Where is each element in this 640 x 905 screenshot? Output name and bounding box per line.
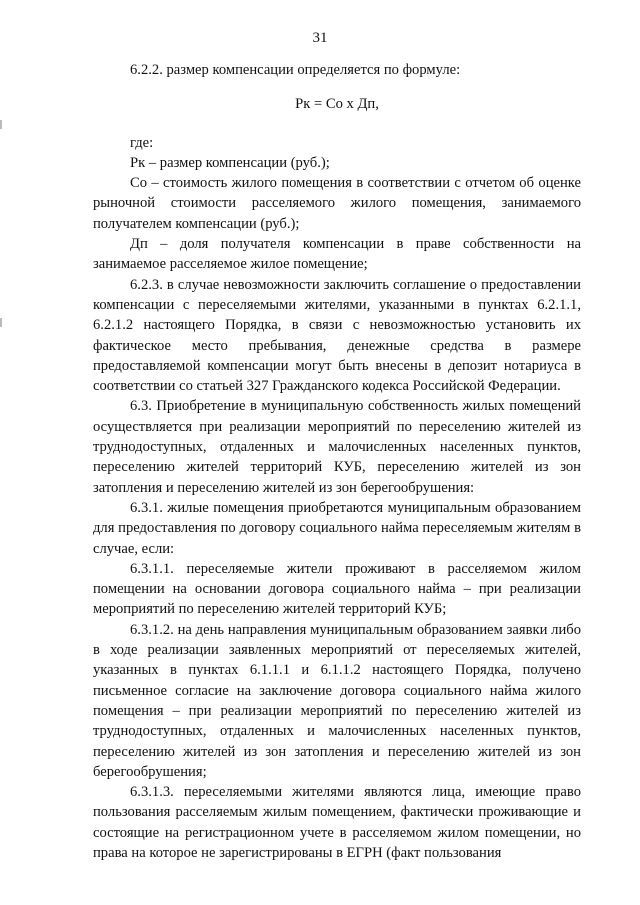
paragraph: где: [130, 134, 154, 151]
paragraph: 6.3.1.2. на день направления муниципальным образованием заявки либо в ходе реализации заявленных мероприятий от переселяемых жителей, указанных в пунктах 6.1.1.1 и 6.1.1.2 настоящего Порядка, получено письменное согласие на заключение договора социального найма жилого помещения – при реализации мероприятий по переселению жителей из труднодоступных, отдаленных и малочисленных населенных пунктов, переселению жителей из зон затопления и переселению жителей из зон берегообрушения; [93, 621, 581, 780]
paragraph: Рк – размер компенсации (руб.); [130, 154, 330, 171]
document-body [93, 60, 581, 863]
formula: Рк = Со х Дп, [295, 96, 379, 113]
paragraph: 6.2.2. размер компенсации определяется по формуле: [130, 62, 461, 78]
paragraph: 6.3. Приобретение в муниципальную собственность жилых помещений осуществляется при реализации мероприятий по переселению жителей из труднодоступных, отдаленных и малочисленных населенных пунктов, переселению жителей территорий КУБ, переселению жителей из зон затопления и переселению жителей из зон берегообрушения: [93, 398, 581, 496]
paragraph: 6.3.1.1. переселяемые жители проживают в расселяемом жилом помещении на основании договора социального найма – при реализации мероприятий по переселению жителей территорий КУБ; [93, 560, 581, 618]
paragraph: Со – стоимость жилого помещения в соответствии с отчетом об оценке рыночной стоимости расселяемого жилого помещения, занимаемого получателем компенсации (руб.); [93, 175, 581, 232]
paragraph: 6.3.1.3. переселяемыми жителями являются лица, имеющие право пользования расселяемым жилым помещением, фактически проживающие и состоящие на регистрационном учете в расселяемом жилом помещении, но права на которое не зарегистрированы в ЕГРН (факт пользования [93, 784, 581, 861]
paragraph: Дп – доля получателя компенсации в праве собственности на занимаемое расселяемое жилое помещение; [93, 236, 581, 273]
page-number: 31 [312, 30, 328, 46]
scan-edge-mark [0, 120, 2, 129]
scan-edge-mark [0, 318, 2, 327]
paragraph: 6.2.3. в случае невозможности заключить соглашение о предоставлении компенсации с переселяемыми жителями, указанными в пунктах 6.2.1.1, 6.2.1.2 настоящего Порядка, в связи с невозможностью установить их фактическое место пребывания, денежные средства в размере предоставляемой компенсации могут быть внесены в депозит нотариуса в соответствии со статьей 327 Гражданского кодекса Российской Федерации. [93, 276, 581, 395]
paragraph: 6.3.1. жилые помещения приобретаются муниципальным образованием для предоставления по договору социального найма переселяемым жителям в случае, если: [93, 499, 581, 557]
